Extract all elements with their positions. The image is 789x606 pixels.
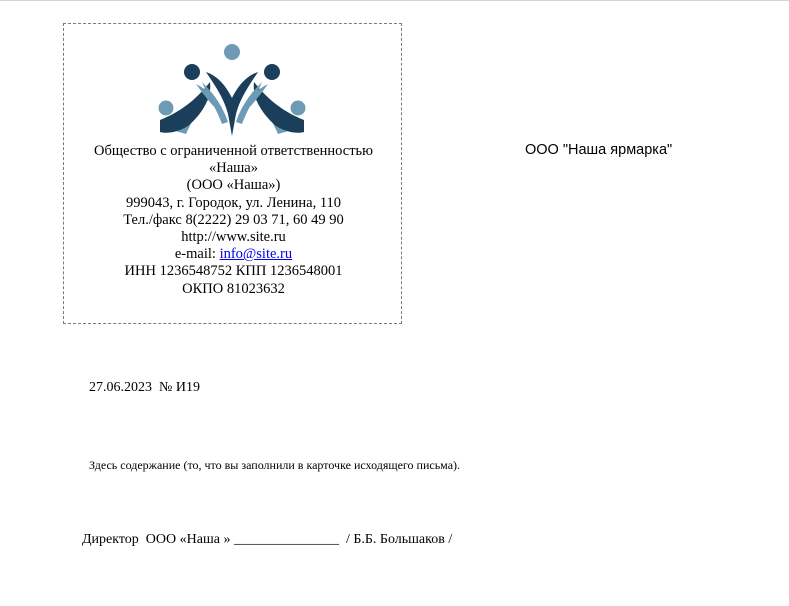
recipient-name: ООО "Наша ярмарка" (525, 142, 673, 158)
date-and-number: 27.06.2023 № И19 (89, 380, 200, 395)
company-details (64, 143, 403, 298)
company-name-line1: Общество с ограниченной ответственностью (94, 143, 373, 159)
letter-content: Здесь содержание (то, что вы заполнили в карточке исходящего письма). (89, 458, 461, 472)
company-inn-kpp: ИНН 1236548752 КПП 1236548001 (124, 263, 343, 280)
company-email-row (64, 246, 403, 263)
company-address: 999043, г. Городок, ул. Ленина, 110 (125, 194, 342, 211)
company-phone: Тел./факс 8(2222) 29 03 71, 60 49 90 (123, 211, 344, 228)
company-short-name: (ООО «Наша») (186, 177, 281, 194)
letterhead-block (63, 23, 402, 324)
company-name-line2: «Наша» (208, 160, 258, 177)
people-circle-logo-icon (152, 42, 312, 138)
company-okpo: ОКПО 81023632 (182, 280, 285, 297)
email-link[interactable]: info@site.ru (219, 246, 293, 263)
page-top-border (0, 0, 789, 1)
email-label: e-mail: (174, 246, 220, 263)
signature-line: Директор ООО «Наша » _______________ / Б.Б. Большаков / (82, 532, 453, 547)
company-website: http://www.site.ru (181, 229, 286, 246)
